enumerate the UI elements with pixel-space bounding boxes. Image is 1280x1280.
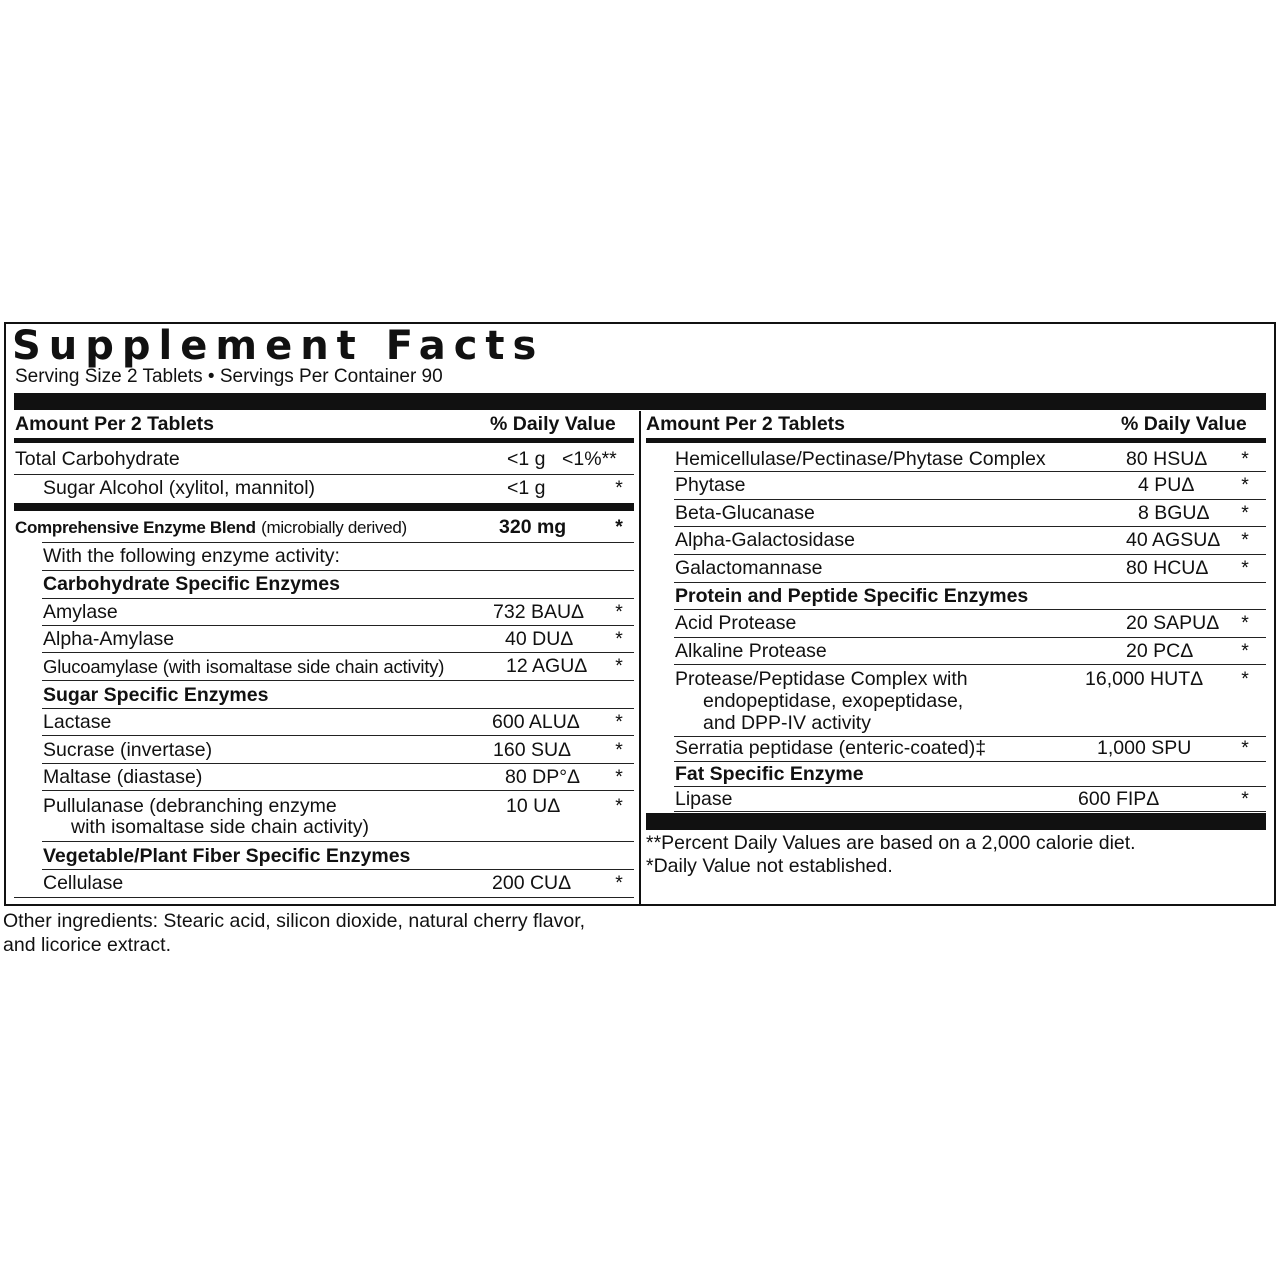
activity-intro: With the following enzyme activity: xyxy=(43,545,340,567)
divider xyxy=(674,609,1266,610)
left-header-amount: Amount Per 2 Tablets xyxy=(15,413,215,435)
protease-complex-amount: 16,000 HUTΔ xyxy=(1085,668,1204,690)
alkaline-protease-amount: 20 PCΔ xyxy=(1126,640,1194,662)
blend-note: (microbially derived) xyxy=(261,518,407,537)
phytase-name: Phytase xyxy=(675,474,746,496)
beta-glucanase-amount: 8 BGUΔ xyxy=(1138,502,1210,524)
protease-complex-name: Protease/Peptidase Complex with xyxy=(675,668,968,690)
alkaline-protease-dv: * xyxy=(1241,640,1249,662)
total-carb-dv: <1%** xyxy=(562,448,617,470)
protease-complex-dv: * xyxy=(1241,668,1249,690)
glucoamylase-dv: * xyxy=(615,655,623,677)
galactomannase-amount: 80 HCUΔ xyxy=(1126,557,1209,579)
alpha-galactosidase-dv: * xyxy=(1241,529,1249,551)
sugar-alcohol-amount: <1 g xyxy=(507,477,546,499)
divider xyxy=(42,841,634,842)
carb-section-heading: Carbohydrate Specific Enzymes xyxy=(43,573,340,595)
divider xyxy=(674,761,1266,762)
blend-amount: 320 mg xyxy=(499,516,567,538)
alpha-amylase-name: Alpha-Amylase xyxy=(43,628,175,650)
protein-section-heading: Protein and Peptide Specific Enzymes xyxy=(675,585,1029,607)
fat-section-heading: Fat Specific Enzyme xyxy=(675,763,864,785)
alkaline-protease-name: Alkaline Protease xyxy=(675,640,827,662)
divider xyxy=(42,570,634,571)
footnote-percent-dv: **Percent Daily Values are based on a 2,000 calorie diet. xyxy=(646,832,1136,854)
divider xyxy=(42,542,634,543)
total-carb-name: Total Carbohydrate xyxy=(15,448,180,470)
lipase-amount: 600 FIPΔ xyxy=(1078,788,1160,810)
divider xyxy=(42,598,634,599)
sucrase-dv: * xyxy=(615,739,623,761)
other-ingredients-line1: Other ingredients: Stearic acid, silicon dioxide, natural cherry flavor, xyxy=(3,910,586,932)
phytase-amount: 4 PUΔ xyxy=(1138,474,1195,496)
divider xyxy=(42,625,634,626)
right-header-bar xyxy=(646,438,1266,443)
lactase-name: Lactase xyxy=(43,711,112,733)
maltase-name: Maltase (diastase) xyxy=(43,766,203,788)
pullulanase-name-cont: with isomaltase side chain activity) xyxy=(71,816,370,838)
alpha-amylase-amount: 40 DUΔ xyxy=(505,628,574,650)
sugar-alcohol-dv: * xyxy=(615,477,623,499)
right-footnote-bar xyxy=(646,813,1266,830)
divider xyxy=(14,474,634,475)
blend-name: Comprehensive Enzyme Blend xyxy=(15,518,256,537)
divider xyxy=(42,763,634,764)
beta-glucanase-dv: * xyxy=(1241,502,1249,524)
right-header-amount: Amount Per 2 Tablets xyxy=(646,413,846,435)
sucrase-name: Sucrase (invertase) xyxy=(43,739,213,761)
pullulanase-dv: * xyxy=(615,795,623,817)
blend-dv: * xyxy=(615,516,623,538)
divider xyxy=(674,664,1266,665)
left-header-bar xyxy=(14,438,634,443)
divider xyxy=(14,897,634,898)
cellulase-name: Cellulase xyxy=(43,872,124,894)
beta-glucanase-name: Beta-Glucanase xyxy=(675,502,815,524)
galactomannase-name: Galactomannase xyxy=(675,557,823,579)
alpha-galactosidase-name: Alpha-Galactosidase xyxy=(675,529,855,551)
serratia-name: Serratia peptidase (enteric-coated)‡ xyxy=(675,737,987,759)
other-ingredients xyxy=(3,909,585,957)
alpha-amylase-dv: * xyxy=(615,628,623,650)
right-header-dv: % Daily Value xyxy=(1121,413,1247,435)
divider xyxy=(674,554,1266,555)
cellulase-dv: * xyxy=(615,872,623,894)
lactase-dv: * xyxy=(615,711,623,733)
protease-complex-name-cont1: endopeptidase, exopeptidase, xyxy=(703,690,964,712)
serving-info: Serving Size 2 Tablets • Servings Per Container 90 xyxy=(15,366,443,387)
galactomannase-dv: * xyxy=(1241,557,1249,579)
phytase-dv: * xyxy=(1241,474,1249,496)
divider xyxy=(42,652,634,653)
acid-protease-amount: 20 SAPUΔ xyxy=(1126,612,1220,634)
divider xyxy=(42,790,634,791)
sugar-alcohol-name: Sugar Alcohol (xylitol, mannitol) xyxy=(43,477,316,499)
panel-title: Supplement Facts xyxy=(12,323,545,369)
blend-row xyxy=(15,516,407,539)
top-thick-bar xyxy=(14,393,1266,410)
serratia-amount: 1,000 SPU xyxy=(1097,737,1192,759)
footnote-dv-not-established: *Daily Value not established. xyxy=(646,855,893,877)
acid-protease-name: Acid Protease xyxy=(675,612,797,634)
lactase-amount: 600 ALUΔ xyxy=(492,711,580,733)
sucrase-amount: 160 SUΔ xyxy=(493,739,572,761)
left-blend-bar xyxy=(14,503,634,511)
lipase-name: Lipase xyxy=(675,788,733,810)
maltase-amount: 80 DP°Δ xyxy=(505,766,581,788)
divider xyxy=(674,471,1266,472)
divider xyxy=(674,637,1266,638)
amylase-name: Amylase xyxy=(43,601,118,623)
amylase-dv: * xyxy=(615,601,623,623)
divider xyxy=(674,526,1266,527)
serratia-dv: * xyxy=(1241,737,1249,759)
hemicellulase-amount: 80 HSUΔ xyxy=(1126,448,1208,470)
divider xyxy=(674,582,1266,583)
glucoamylase-name: Glucoamylase (with isomaltase side chain activity) xyxy=(43,656,445,677)
acid-protease-dv: * xyxy=(1241,612,1249,634)
veg-section-heading: Vegetable/Plant Fiber Specific Enzymes xyxy=(43,845,411,867)
divider xyxy=(42,869,634,870)
glucoamylase-amount: 12 AGUΔ xyxy=(506,655,588,677)
total-carb-amount: <1 g xyxy=(507,448,546,470)
protease-complex-name-cont2: and DPP-IV activity xyxy=(703,712,871,734)
cellulase-amount: 200 CUΔ xyxy=(492,872,572,894)
left-header-dv: % Daily Value xyxy=(490,413,616,435)
sugar-section-heading: Sugar Specific Enzymes xyxy=(43,684,269,706)
maltase-dv: * xyxy=(615,766,623,788)
pullulanase-amount: 10 UΔ xyxy=(506,795,561,817)
other-ingredients-line2: and licorice extract. xyxy=(3,934,171,956)
pullulanase-name: Pullulanase (debranching enzyme xyxy=(43,795,337,817)
hemicellulase-name: Hemicellulase/Pectinase/Phytase Complex xyxy=(675,448,1046,470)
hemicellulase-dv: * xyxy=(1241,448,1249,470)
alpha-galactosidase-amount: 40 AGSUΔ xyxy=(1126,529,1221,551)
divider xyxy=(42,735,634,736)
amylase-amount: 732 BAUΔ xyxy=(493,601,585,623)
divider xyxy=(42,680,634,681)
divider xyxy=(674,786,1266,787)
divider xyxy=(674,811,1266,812)
column-divider xyxy=(639,411,641,904)
divider xyxy=(674,499,1266,500)
divider xyxy=(42,708,634,709)
lipase-dv: * xyxy=(1241,788,1249,810)
